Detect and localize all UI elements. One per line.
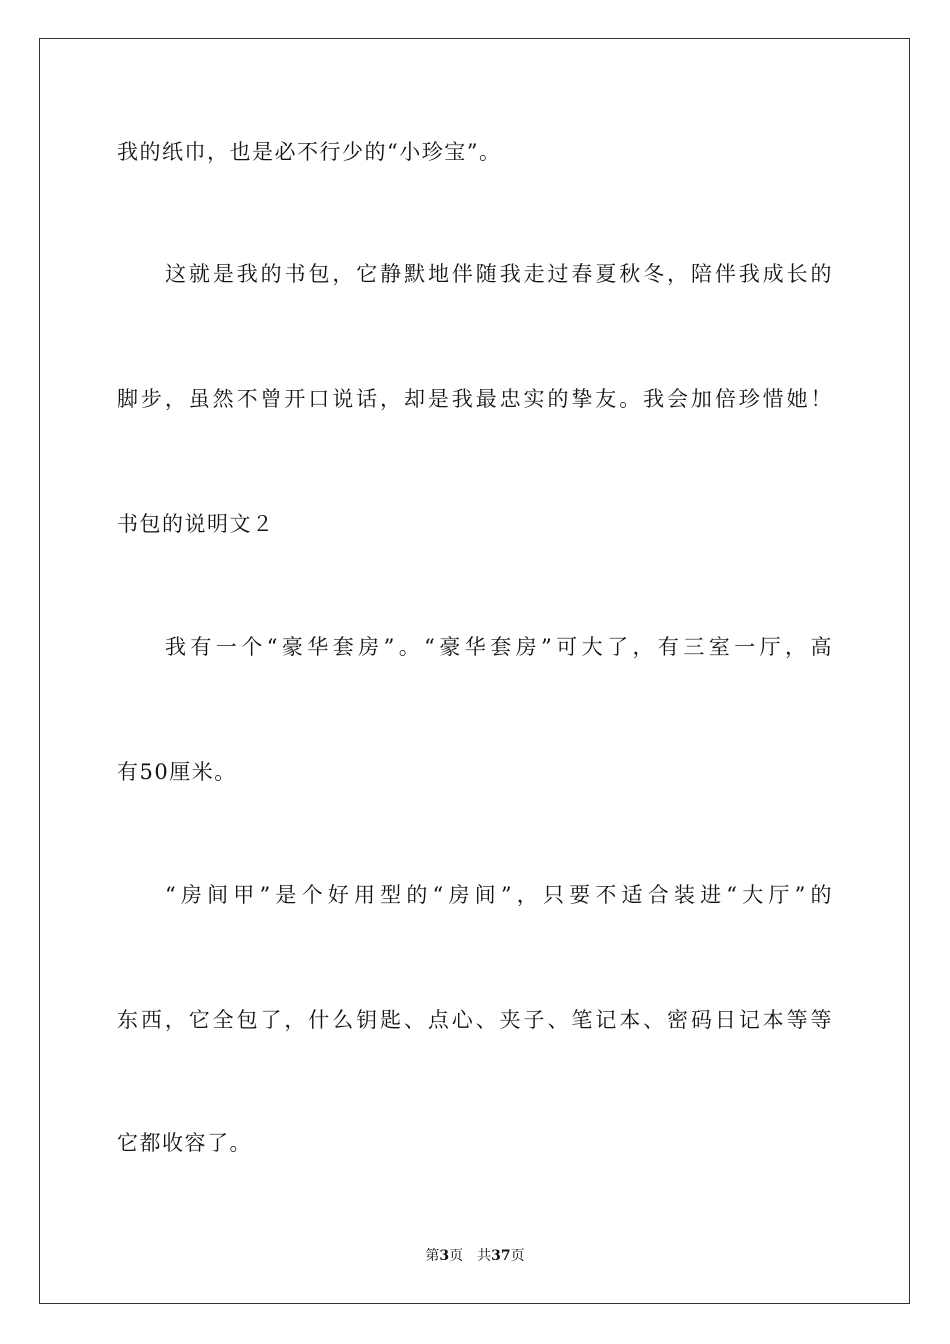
- section-heading: 书包的说明文２: [117, 512, 275, 536]
- total-prefix: 共: [477, 1248, 492, 1264]
- page-border: [39, 38, 910, 1304]
- page-prefix: 第: [425, 1248, 440, 1264]
- page-number: 3: [439, 1248, 450, 1264]
- total-pages: 37: [491, 1248, 511, 1264]
- text-line-1: 我的纸巾，也是必不行少的“小珍宝”。: [117, 140, 502, 164]
- text-line-6: 有50厘米。: [117, 760, 237, 784]
- text-line-2: 这就是我的书包，它静默地伴随我走过春夏秋冬，陪伴我成长的: [165, 262, 833, 286]
- text-line-5: 我有一个“豪华套房”。“豪华套房”可大了，有三室一厅，高: [165, 635, 833, 659]
- text-line-8: 东西，它全包了，什么钥匙、点心、夹子、笔记本、密码日记本等等: [117, 1008, 833, 1032]
- page-footer: [0, 1246, 950, 1266]
- total-suffix: 页: [510, 1248, 525, 1264]
- text-line-9: 它都收容了。: [117, 1131, 252, 1155]
- text-line-3: 脚步，虽然不曾开口说话，却是我最忠实的挚友。我会加倍珍惜她！: [117, 387, 833, 411]
- page-suffix: 页: [449, 1248, 464, 1264]
- text-line-7: “房间甲”是个好用型的“房间”，只要不适合装进“大厅”的: [165, 883, 833, 907]
